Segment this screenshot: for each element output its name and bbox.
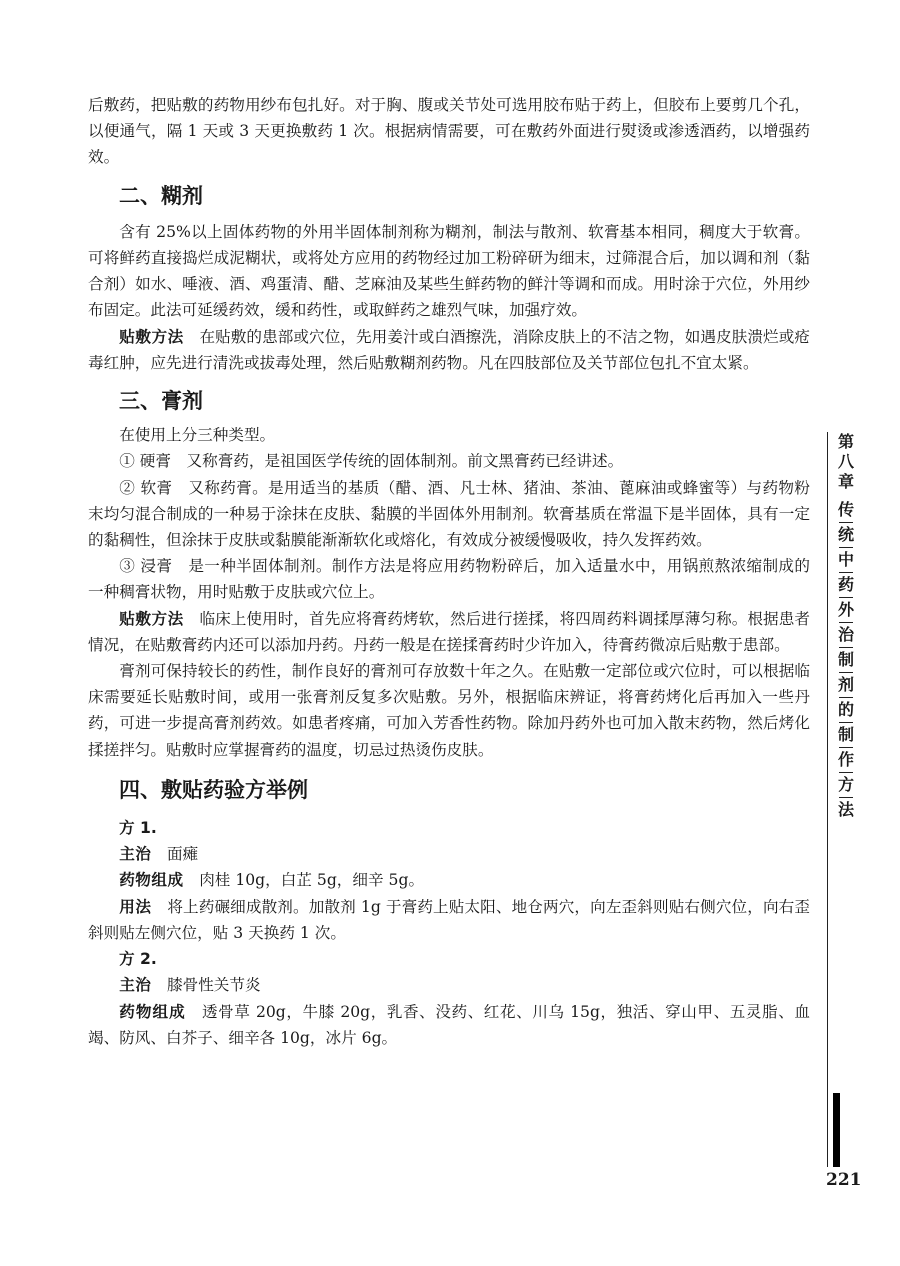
recipe-2-ingredients xyxy=(88,999,810,1051)
recipe-1-ingredients xyxy=(88,867,810,893)
term-text: 肉桂 10g，白芷 5g，细辛 5g。 xyxy=(199,871,425,890)
page-body xyxy=(88,92,810,1051)
title-char: 剂 xyxy=(837,675,854,694)
term-text: 膝骨性关节炎 xyxy=(167,976,261,995)
title-char: 治 xyxy=(837,625,854,644)
section-heading-ointment: 三、膏剂 xyxy=(119,389,203,414)
term-text: 又称药膏。是用适当的基质（醋、酒、凡士林、猪油、茶油、蓖麻油或蜂蜜等）与药物粉末均匀混合制成的一种易于涂抹在皮肤、黏膜的半固体外用制剂。软膏基质在常温下是半固体，具有一定的黏稠性，但涂抹于皮肤或黏膜能渐渐软化或熔化，有效成分被缓慢吸收，持久发挥药效。 xyxy=(88,478,810,550)
term-label: 贴敷方法 xyxy=(119,327,184,346)
recipe-1-usage xyxy=(88,894,810,946)
term-label: ③ 浸膏 xyxy=(119,557,173,576)
chapter-sidebar xyxy=(834,432,858,820)
title-char: 传 xyxy=(837,500,854,519)
title-char: 外 xyxy=(837,600,854,619)
term-text: 又称膏药，是祖国医学传统的固体制剂。前文黑膏药已经讲述。 xyxy=(186,452,624,471)
recipe-1-indication xyxy=(88,841,810,867)
term-text: 是一种半固体制剂。制作方法是将应用药物粉碎后，加入适量水中，用锅煎熬浓缩制成的一种稠膏状物，用时贴敷于皮肤或穴位上。 xyxy=(88,557,810,602)
chapter-label xyxy=(834,432,858,820)
title-char: 作 xyxy=(837,750,854,769)
title-char: 制 xyxy=(837,725,854,744)
term-label: 主治 xyxy=(119,845,152,864)
term-text: 透骨草 20g，牛膝 20g，乳香、没药、红花、川乌 15g，独活、穿山甲、五灵脂、血竭、防风、白芥子、细辛各 10g，冰片 6g。 xyxy=(88,1002,810,1047)
term-text: 在贴敷的患部或穴位，先用姜汁或白酒擦洗，消除皮肤上的不洁之物，如遇皮肤溃烂或疮毒红肿，应先进行清洗或拔毒处理，然后贴敷糊剂药物。凡在四肢部位及关节部位包扎不宜太紧。 xyxy=(88,327,810,372)
title-char: 的 xyxy=(837,700,854,719)
recipe-1-heading: 方 1. xyxy=(119,819,157,838)
section-heading-paste: 二、糊剂 xyxy=(119,183,203,208)
term-text: 将上药碾细成散剂。加散剂 1g 于膏药上贴太阳、地仓两穴，向左歪斜则贴右侧穴位，向右歪斜则贴左侧穴位，贴 3 天换药 1 次。 xyxy=(88,897,810,942)
paragraph-ointment-method xyxy=(88,606,810,658)
title-char: 药 xyxy=(837,575,854,594)
section-heading-recipes: 四、敷贴药验方举例 xyxy=(119,777,308,802)
paragraph-paste-intro: 含有 25%以上固体药物的外用半固体制剂称为糊剂，制法与散剂、软膏基本相同，稠度大于软膏。可将鲜药直接捣烂成泥糊状，或将处方应用的药物经过加工粉碎研为细末，过筛混合后，加以调和剂（黏合剂）如水、唾液、酒、鸡蛋清、醋、芝麻油及某些生鲜药物的鲜汁等调和而成。用时涂于穴位，外用纱布固定。此法可延缓药效，缓和药性，或取鲜药之雄烈气味，加强疗效。 xyxy=(88,222,810,320)
chapter-char: 第 xyxy=(837,432,854,451)
sidebar-rule xyxy=(827,432,828,1167)
term-label: ② 软膏 xyxy=(119,478,173,497)
chapter-char: 八 xyxy=(837,452,854,471)
page-edge-marker xyxy=(833,1093,840,1167)
term-label: 药物组成 xyxy=(119,871,184,890)
recipe-2-heading: 方 2. xyxy=(119,950,157,969)
term-text: 面瘫 xyxy=(167,845,199,864)
paragraph-soft-ointment xyxy=(88,475,810,554)
term-text: 临床上使用时，首先应将膏药烤软，然后进行搓揉，将四周药料调揉厚薄匀称。根据患者情况，在贴敷膏药内还可以添加丹药。丹药一般是在搓揉膏药时少许加入，待膏药微凉后贴敷于患部。 xyxy=(88,609,810,654)
paragraph-types: 在使用上分三种类型。 xyxy=(119,426,276,445)
title-char: 法 xyxy=(837,800,854,819)
title-char: 方 xyxy=(837,775,854,794)
title-char: 制 xyxy=(837,650,854,669)
title-char: 中 xyxy=(837,550,854,569)
term-label: 主治 xyxy=(119,976,152,995)
title-char: 统 xyxy=(837,525,854,544)
term-label: 贴敷方法 xyxy=(119,609,184,628)
paragraph-extract xyxy=(88,553,810,605)
paragraph-ointment-notes: 膏剂可保持较长的药性，制作良好的膏剂可存放数十年之久。在贴敷一定部位或穴位时，可以根据临床需要延长贴敷时间，或用一张膏剂反复多次贴敷。另外，根据临床辨证，将膏药烤化后再加入一些丹药，可进一步提高膏剂药效。如患者疼痛，可加入芳香性药物。除加丹药外也可加入散末药物，然后烤化揉搓拌匀。贴敷时应掌握膏药的温度，切忌过热烫伤皮肤。 xyxy=(88,662,810,759)
term-label: 药物组成 xyxy=(119,1002,186,1021)
paragraph-paste-method xyxy=(88,324,810,376)
recipe-2-indication xyxy=(88,972,810,998)
term-label: ① 硬膏 xyxy=(119,452,171,471)
paragraph-hard-plaster xyxy=(88,448,810,474)
page-number: 221 xyxy=(826,1170,862,1190)
paragraph-continuation: 后敷药，把贴敷的药物用纱布包扎好。对于胸、腹或关节处可选用胶布贴于药上，但胶布上要剪几个孔，以便通气，隔 1 天或 3 天更换敷药 1 次。根据病情需要，可在敷药外面进行熨烫或渗透酒药，以增强药效。 xyxy=(88,96,810,167)
chapter-char: 章 xyxy=(837,472,854,491)
term-label: 用法 xyxy=(119,897,152,916)
